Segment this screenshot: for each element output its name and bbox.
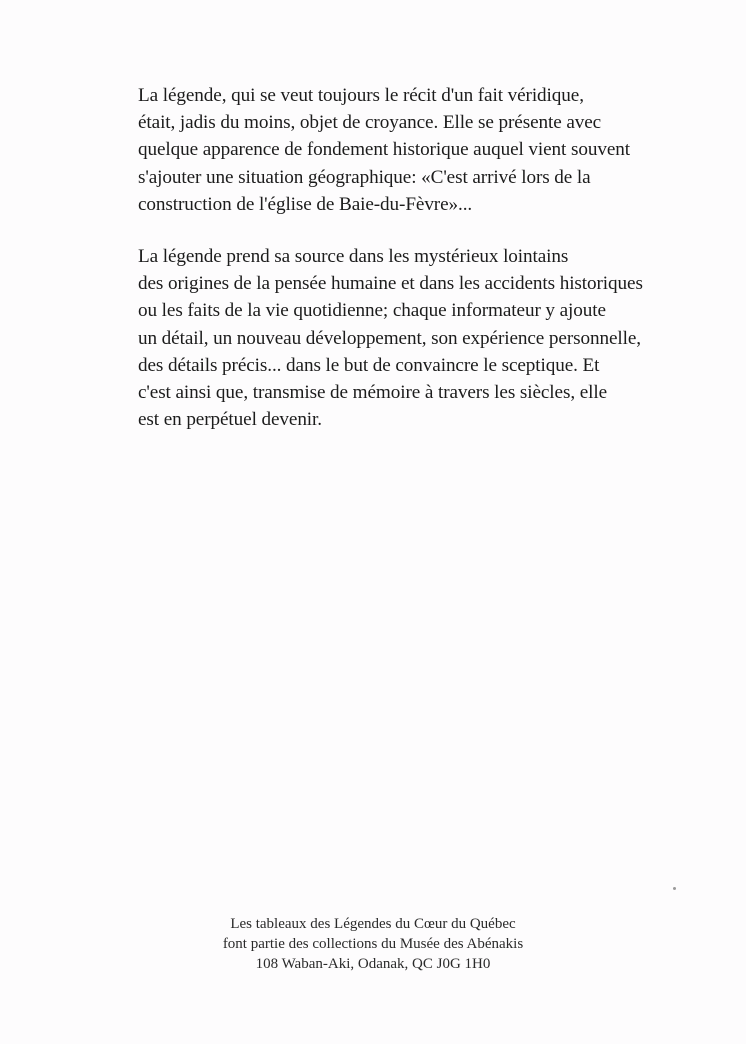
paragraph-legend-definition [94,82,678,218]
text-line: ou les faits de la vie quotidienne; chaque informateur y ajoute [138,300,606,322]
footer-line-collection-title: Les tableaux des Légendes du Cœur du Québec [230,916,516,932]
text-line: construction de l'église de Baie-du-Fèvre»... [138,193,473,215]
print-speck [673,887,676,890]
paragraph-legend-origins [94,243,678,433]
text-line: est en perpétuel devenir. [138,409,322,431]
text-line: c'est ainsi que, transmise de mémoire à travers les siècles, elle [138,382,608,404]
text-line: était, jadis du moins, objet de croyance. Elle se présente avec [138,112,602,134]
text-line: des origines de la pensée humaine et dans les accidents historiques [138,273,643,295]
footer-line-museum: font partie des collections du Musée des Abénakis [222,936,524,952]
body-text [94,82,678,433]
text-line: quelque apparence de fondement historique auquel vient souvent [138,139,630,161]
text-line: La légende prend sa source dans les mystérieux lointains [138,246,569,268]
footer-line-address: 108 Waban-Aki, Odanak, QC J0G 1H0 [255,956,491,972]
text-line: La légende, qui se veut toujours le récit d'un fait véridique, [138,85,584,106]
text-line: s'ajouter une situation géographique: «C'est arrivé lors de la [138,166,591,188]
footer-credits [0,914,746,974]
text-line: un détail, un nouveau développement, son expérience personnelle, [138,327,641,349]
text-line: des détails précis... dans le but de convaincre le sceptique. Et [138,354,600,376]
